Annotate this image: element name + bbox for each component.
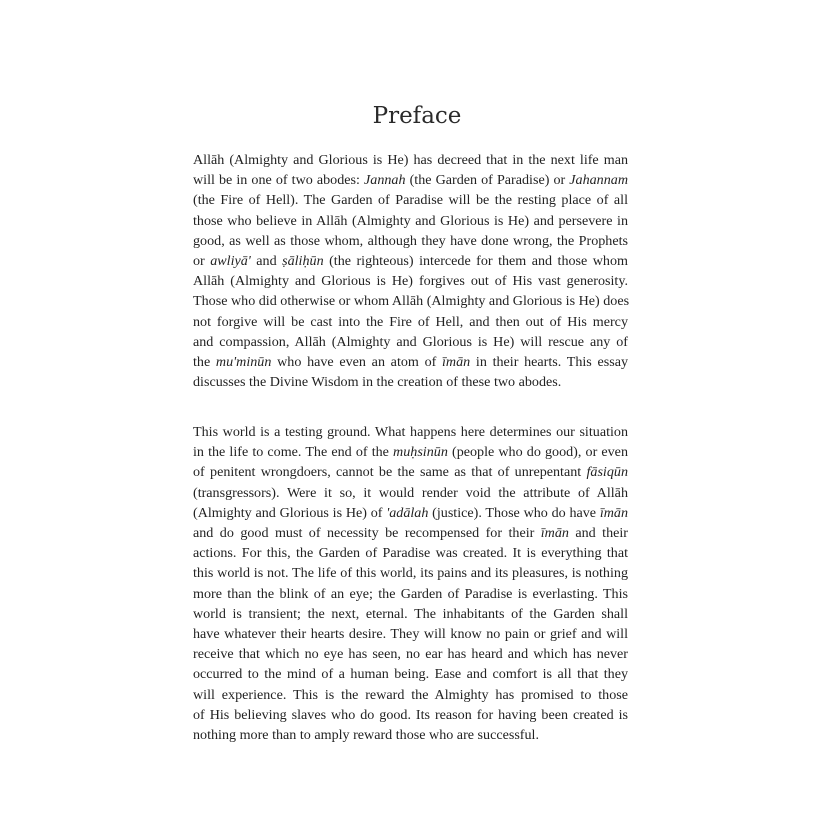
- text-line: discusses the Divine Wisdom in the creation of these two abodes.: [193, 374, 562, 391]
- text-line: world is transient; the next, eternal. The inhabitants of the Garden shall: [193, 605, 628, 622]
- text-line: in the life to come. The end of the muḥsinūn (people who do good), or even: [193, 444, 628, 461]
- text-line: have whatever their hearts desire. They will know no pain or grief and will: [193, 626, 628, 643]
- text-line: more than the blink of an eye; the Garden of Paradise is everlasting. This: [193, 585, 628, 602]
- text-line: (transgressors). Were it so, it would render void the attribute of Allāh: [193, 484, 628, 501]
- text-line: This world is a testing ground. What happens here determines our situation: [193, 424, 628, 440]
- text-line: Allāh (Almighty and Glorious is He) has decreed that in the next life man: [193, 152, 628, 168]
- text-line: this world is not. The life of this world, its pains and its pleasures, is nothing: [193, 565, 628, 582]
- text-line: Those who did otherwise or whom Allāh (Almighty and Glorious is He) does: [193, 293, 630, 310]
- text-line: (Almighty and Glorious is He) of 'adālah (justice). Those who do have īmān: [193, 504, 629, 521]
- paragraph-1: [193, 150, 628, 392]
- page-title: Preface: [372, 103, 462, 129]
- paragraph-2: [193, 422, 628, 745]
- text-line: those who believe in Allāh (Almighty and Glorious is He) and persevere in: [193, 212, 628, 229]
- text-line: and do good must of necessity be recompensed for their īmān and their: [193, 525, 628, 542]
- text-line: will experience. This is the reward the Almighty has promised to those: [193, 686, 628, 703]
- text-line: of penitent wrongdoers, cannot be the same as that of unrepentant fāsiqūn: [193, 464, 628, 481]
- text-line: occurred to the mind of a human being. Ease and comfort is all that they: [193, 666, 628, 683]
- text-line: and compassion, Allāh (Almighty and Glorious is He) will rescue any of: [193, 333, 628, 350]
- text-line: receive that which no eye has seen, no ear has heard and which has never: [193, 646, 628, 663]
- text-line: of His believing slaves who do good. Its reason for having been created is: [193, 706, 628, 723]
- text-line: actions. For this, the Garden of Paradise was created. It is everything that: [193, 545, 628, 562]
- text-line: Allāh (Almighty and Glorious is He) forgives out of His vast generosity.: [193, 273, 628, 290]
- text-line: will be in one of two abodes: Jannah (the Garden of Paradise) or Jahannam: [193, 172, 628, 189]
- text-line: the mu'minūn who have even an atom of īmān in their hearts. This essay: [193, 354, 628, 371]
- text-line: nothing more than to amply reward those who are successful.: [193, 727, 539, 744]
- text-line: good, as well as those whom, although they have done wrong, the Prophets: [193, 232, 628, 249]
- text-line: not forgive will be cast into the Fire of Hell, and then out of His mercy: [193, 313, 628, 330]
- text-line: or awliyā' and ṣāliḥūn (the righteous) intercede for them and those whom: [193, 253, 628, 270]
- text-line: (the Fire of Hell). The Garden of Paradise will be the resting place of all: [193, 192, 628, 209]
